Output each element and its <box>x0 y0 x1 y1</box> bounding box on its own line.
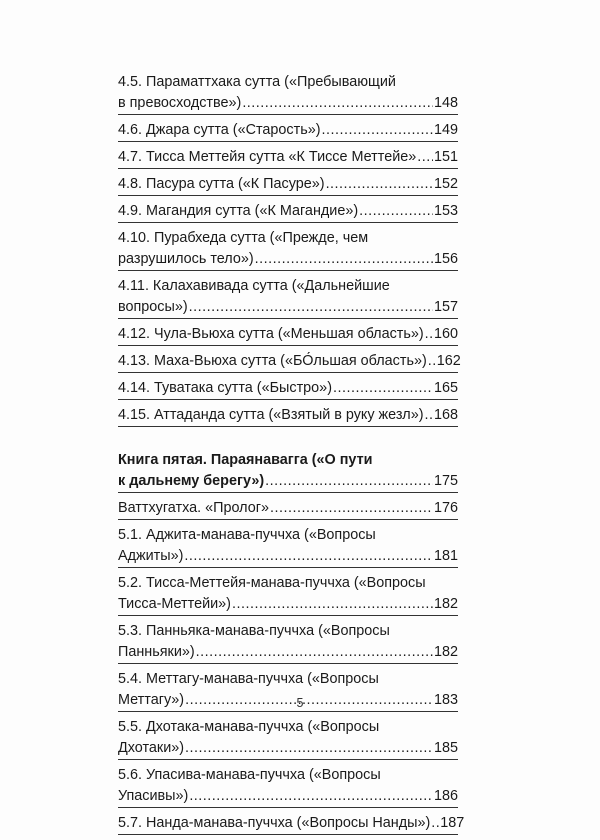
toc-page-number: 165 <box>433 380 458 396</box>
leader-dots <box>270 498 433 512</box>
toc-entry-text: 4.8. Пасура сутта («К Пасуре») <box>118 176 325 192</box>
toc-entry-text: 4.15. Аттаданда сутта («Взятый в руку жезл») <box>118 407 424 423</box>
leader-dots <box>184 546 433 560</box>
toc-entry <box>118 525 458 568</box>
toc-entry-text: 4.12. Чула-Вьюха сутта («Меньшая область») <box>118 326 424 342</box>
toc-page-number: 175 <box>433 473 458 489</box>
toc-entry-text: 4.13. Маха-Вьюха сутта («БО́льшая область») <box>118 353 427 369</box>
leader-dots <box>322 120 433 134</box>
toc-entry-text: 5.4. Меттагу-манава-пуччха («Вопросы <box>118 671 379 687</box>
toc-page-number: 156 <box>433 251 458 267</box>
leader-dots <box>359 201 433 215</box>
toc-page-number: 176 <box>433 500 458 516</box>
leader-dots <box>242 93 433 107</box>
toc-entry-text: Дхотаки») <box>118 740 185 756</box>
toc-entry-text: 4.14. Туватака сутта («Быстро») <box>118 380 332 396</box>
toc-page-number: 157 <box>433 299 458 315</box>
toc-entry <box>118 405 458 427</box>
toc-entry-text: Меттагу») <box>118 692 185 708</box>
toc-page-number: 152 <box>433 176 458 192</box>
toc-entry-text: 4.5. Параматтхака сутта («Пребывающий <box>118 74 396 90</box>
leader-dots <box>326 174 433 188</box>
leader-dots <box>265 471 433 485</box>
toc-page-number: 149 <box>433 122 458 138</box>
table-of-contents <box>118 72 465 840</box>
toc-page-number: 181 <box>433 548 458 564</box>
toc-entry-text: разрушилось тело») <box>118 251 254 267</box>
toc-entry <box>118 120 458 142</box>
toc-entry <box>118 765 458 808</box>
toc-page-number: 168 <box>433 407 458 423</box>
toc-entry <box>118 717 458 760</box>
toc-entry-text: 5.1. Аджита-манава-пуччха («Вопросы <box>118 527 376 543</box>
toc-page-number: 153 <box>433 203 458 219</box>
toc-entry-text: 5.6. Упасива-манава-пуччха («Вопросы <box>118 767 381 783</box>
toc-page-number: 182 <box>433 596 458 612</box>
toc-entry-text: 5.2. Тисса-Меттейя-манава-пуччха («Вопросы <box>118 575 426 591</box>
toc-entry-text: 4.7. Тисса Меттейя сутта «К Тиссе Меттейе» <box>118 149 417 165</box>
toc-entry <box>118 276 458 319</box>
toc-entry <box>118 324 458 346</box>
toc-page-number: 185 <box>433 740 458 756</box>
toc-entry-text: 4.9. Магандия сутта («К Магандие») <box>118 203 359 219</box>
toc-page-number: 160 <box>433 326 458 342</box>
toc-page-number: 151 <box>433 149 458 165</box>
book-title: Книга пятая. Параянавагга («О пути <box>118 452 373 468</box>
toc-entry <box>118 201 458 223</box>
toc-entry-text: в превосходстве») <box>118 95 242 111</box>
toc-page-number: 183 <box>433 692 458 708</box>
toc-entry-text: Тисса-Меттейи») <box>118 596 231 612</box>
toc-page-number: 162 <box>436 353 461 369</box>
toc-entry <box>118 228 458 271</box>
toc-entry-text: Упасивы») <box>118 788 189 804</box>
toc-entry-text: 4.6. Джара сутта («Старость») <box>118 122 321 138</box>
toc-entry <box>118 621 458 664</box>
leader-dots <box>255 249 433 263</box>
toc-entry-text: Аджиты») <box>118 548 184 564</box>
toc-page-number: 148 <box>433 95 458 111</box>
page-number: 5 <box>296 696 304 710</box>
toc-entry-text: вопросы») <box>118 299 188 315</box>
leader-dots <box>425 324 433 338</box>
toc-entry <box>118 351 461 373</box>
toc-entry <box>118 174 458 196</box>
leader-dots <box>185 738 433 752</box>
toc-page-number: 187 <box>440 815 465 831</box>
toc-page-number: 186 <box>433 788 458 804</box>
toc-entry-text: Панньяки») <box>118 644 195 660</box>
toc-entry-text: 5.5. Дхотака-манава-пуччха («Вопросы <box>118 719 380 735</box>
leader-dots <box>196 642 433 656</box>
toc-book-heading <box>118 450 458 493</box>
toc-entry-text: 4.10. Пурабхеда сутта («Прежде, чем <box>118 230 369 246</box>
leader-dots <box>189 297 433 311</box>
toc-entry <box>118 813 465 835</box>
book-title: к дальнему берегу») <box>118 473 265 489</box>
toc-entry-text: 5.7. Нанда-манава-пуччха («Вопросы Нанды») <box>118 815 431 831</box>
toc-entry-text: 4.11. Калахавивада сутта («Дальнейшие <box>118 278 390 294</box>
leader-dots <box>417 147 433 161</box>
toc-entry <box>118 498 458 520</box>
toc-entry-text: Ваттхугатха. «Пролог» <box>118 500 269 516</box>
leader-dots <box>425 405 433 419</box>
toc-entry <box>118 573 458 616</box>
toc-entry <box>118 147 458 169</box>
leader-dots <box>189 786 433 800</box>
leader-dots <box>431 813 439 827</box>
toc-entry-text: 5.3. Панньяка-манава-пуччха («Вопросы <box>118 623 390 639</box>
leader-dots <box>333 378 433 392</box>
toc-page-number: 182 <box>433 644 458 660</box>
leader-dots <box>428 351 436 365</box>
toc-entry <box>118 378 458 400</box>
toc-entry <box>118 72 458 115</box>
leader-dots <box>232 594 433 608</box>
